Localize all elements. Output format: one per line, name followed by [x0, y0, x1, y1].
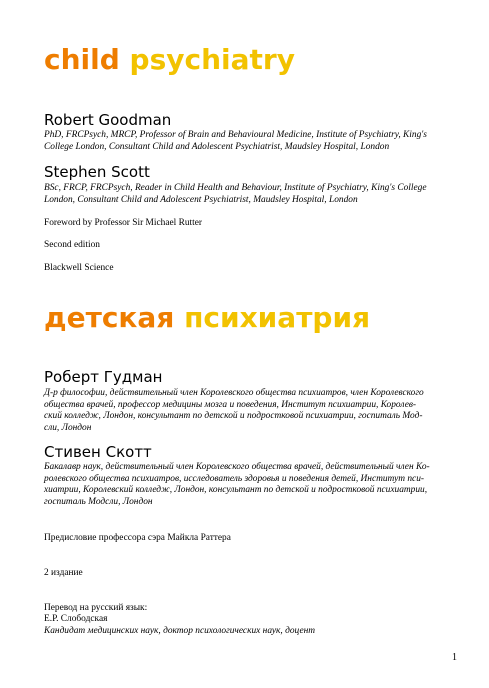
- russian-foreword: Предисловие профессора сэра Майкла Раттера: [44, 533, 231, 543]
- credentials-line: BSc, FRCP, FRCPsych, Reader in Child Health and Behaviour, Institute of Psychiatry, King's College: [44, 183, 427, 193]
- translator-degree: Кандидат медицинских наук, доктор психологических наук, доцент: [44, 626, 316, 636]
- credentials-line: госпиталь Модсли, Лондон: [44, 496, 153, 507]
- credentials-line: PhD, FRCPsych, MRCP, Professor of Brain and Behavioural Medicine, Institute of Psychiatry, King's: [44, 130, 427, 140]
- credentials-line: сли, Лондон: [44, 422, 92, 433]
- english-author1-credentials: [44, 130, 464, 153]
- english-title: [44, 44, 295, 76]
- russian-title-word-psikhiatriya: психиатрия: [184, 301, 371, 334]
- english-foreword: Foreword by Professor Sir Michael Rutter: [44, 218, 203, 228]
- english-author2-name: Stephen Scott: [44, 163, 150, 181]
- russian-author2-credentials: [44, 462, 464, 508]
- english-title-word-psychiatry: psychiatry: [129, 43, 295, 76]
- russian-edition: 2 издание: [44, 568, 83, 578]
- credentials-line: College London, Consultant Child and Adolescent Psychiatrist, Maudsley Hospital, London: [44, 141, 390, 152]
- russian-author1-credentials: [44, 388, 464, 434]
- russian-title: [44, 302, 370, 334]
- english-edition: Second edition: [44, 240, 100, 250]
- credentials-line: Бакалавр наук, действительный член Королевского общества врачей, действительный член Ко-: [44, 462, 430, 472]
- credentials-line: ский колледж, Лондон, консультант по детской и подростковой психиатрии, госпиталь Мод-: [44, 411, 423, 421]
- credentials-line: London, Consultant Child and Adolescent Psychiatrist, Maudsley Hospital, London: [44, 194, 358, 205]
- credentials-line: Д-р философии, действительный член Королевского общества психиатров, член Королевского: [44, 388, 424, 398]
- translation-label: Перевод на русский язык:: [44, 603, 148, 613]
- english-author1-name: Robert Goodman: [44, 111, 172, 129]
- russian-author1-name: Роберт Гудман: [44, 368, 163, 386]
- page-number: 1: [452, 652, 457, 663]
- credentials-line: хиатрии, Королевский колледж, Лондон, консультант по детской и подростковой психиатрии,: [44, 485, 428, 495]
- translator-name: Е.Р. Слободская: [44, 614, 108, 624]
- russian-author2-name: Стивен Скотт: [44, 443, 152, 461]
- english-title-word-child: child: [44, 43, 120, 76]
- russian-title-word-detskaya: детская: [44, 301, 175, 334]
- english-author2-credentials: [44, 183, 464, 206]
- credentials-line: ролевского общества психиатров, исследователь здоровья и поведения детей, Институт пси-: [44, 473, 425, 484]
- credentials-line: общества врачей, профессор медицины мозга и поведения, Институт психиатрии, Королев-: [44, 399, 417, 410]
- english-publisher: Blackwell Science: [44, 263, 114, 273]
